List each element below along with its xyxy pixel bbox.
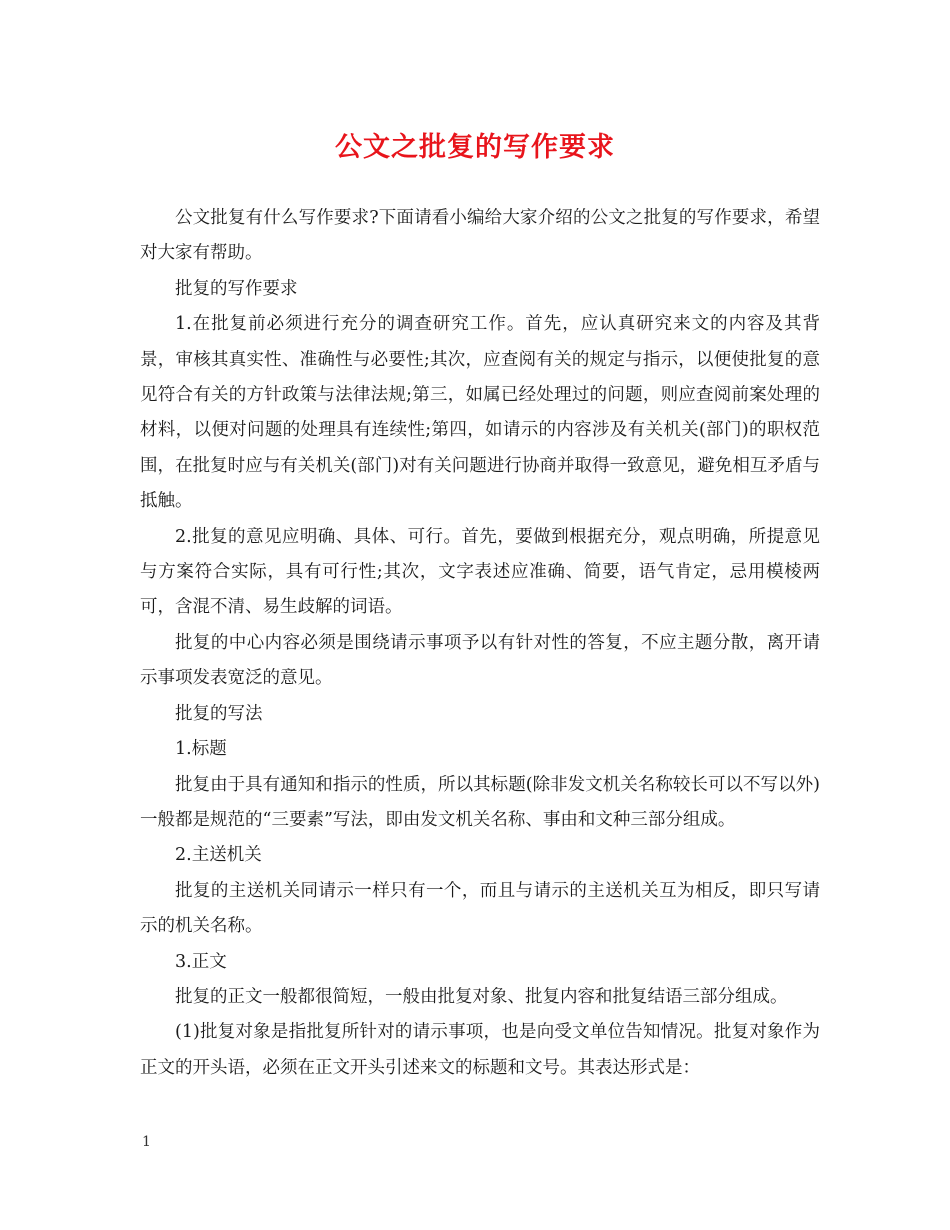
paragraph-intro: 公文批复有什么写作要求?下面请看小编给大家介绍的公文之批复的写作要求，希望对大家有帮助。 xyxy=(140,208,820,264)
paragraph-main-text-description: 批复的正文一般都很简短，一般由批复对象、批复内容和批复结语三部分组成。 xyxy=(175,986,788,1007)
paragraph-reply-object: (1)批复对象是指批复所针对的请示事项，也是向受文单位告知情况。批复对象作为正文的开头语，必须在正文开头引述来文的标题和文号。其表达形式是： xyxy=(140,1022,820,1078)
subheading-title: 1.标题 xyxy=(175,739,227,760)
subheading-main-text: 3.正文 xyxy=(175,951,227,972)
paragraph-requirement-1: 1.在批复前必须进行充分的调查研究工作。首先，应认真研究来文的内容及其背景，审核其真实性、准确性与必要性;其次，应查阅有关的规定与指示，以便使批复的意见符合有关的方针政策与法律法规;第三，如属已经处理过的问题，则应查阅前案处理的材料，以便对问题的处理具有连续性;第四，如请示的内容涉及有关机关(部门)的职权范围，在批复时应与有关机关(部门)对有关问题进行协商并取得一致意见，避免相互矛盾与抵触。 xyxy=(140,314,820,512)
section-heading-writing-method: 批复的写法 xyxy=(175,703,263,724)
paragraph-title-description: 批复由于具有通知和指示的性质，所以其标题(除非发文机关名称较长可以不写以外)一般都是规范的“三要素”写法，即由发文机关名称、事由和文种三部分组成。 xyxy=(140,774,820,830)
paragraph-requirement-2: 2.批复的意见应明确、具体、可行。首先，要做到根据充分，观点明确，所提意见与方案符合实际，具有可行性;其次，文字表述应准确、简要，语气肯定，忌用模棱两可，含混不清、易生歧解的词语。 xyxy=(140,526,820,618)
page-number: 1 xyxy=(142,1134,151,1150)
document-title: 公文之批复的写作要求 xyxy=(335,132,615,163)
paragraph-central-content: 批复的中心内容必须是围绕请示事项予以有针对性的答复，不应主题分散，离开请示事项发表宽泛的意见。 xyxy=(140,632,820,689)
section-heading-requirements: 批复的写作要求 xyxy=(175,278,298,299)
document-body xyxy=(140,201,820,1086)
paragraph-main-recipient-description: 批复的主送机关同请示一样只有一个，而且与请示的主送机关互为相反，即只写请示的机关名称。 xyxy=(140,880,820,937)
subheading-main-recipient: 2.主送机关 xyxy=(175,845,262,866)
